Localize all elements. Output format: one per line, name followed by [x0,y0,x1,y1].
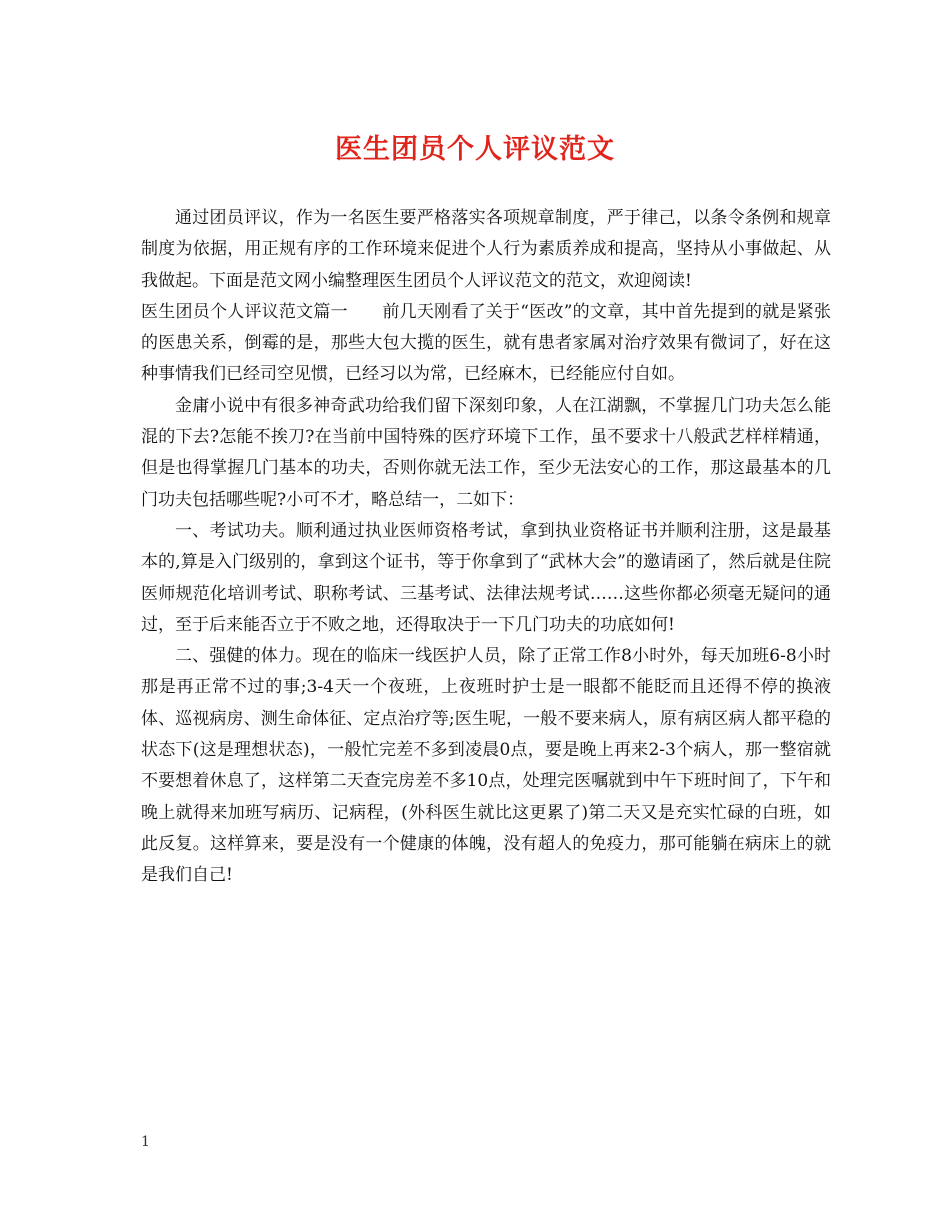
paragraph-physical-strength: 二、强健的体力。现在的临床一线医护人员，除了正常工作8小时外，每天加班6-8小时那是再正常不过的事;3-4天一个夜班，上夜班时护士是一眼都不能眨而且还得不停的换液体、巡视病房、测生命体征、定点治疗等;医生呢，一般不要来病人，原有病区病人都平稳的状态下(这是理想状态)，一般忙完差不多到凌晨0点，要是晚上再来2-3个病人，那一整宿就不要想着休息了，这样第二天查完房差不多10点，处理完医嘱就到中午下班时间了，下午和晚上就得来加班写病历、记病程，(外科医生就比这更累了)第二天又是充实忙碌的白班，如此反复。这样算来，要是没有一个健康的体魄，没有超人的免疫力，那可能躺在病床上的就是我们自己! [141,646,831,886]
paragraph-kungfu: 金庸小说中有很多神奇武功给我们留下深刻印象，人在江湖飘，不掌握几门功夫怎么能混的下去?怎能不挨刀?在当前中国特殊的医疗环境下工作，虽不要求十八般武艺样样精通，但是也得掌握几门基本的功夫，否则你就无法工作，至少无法安心的工作，那这最基本的几门功夫包括哪些呢?小可不才，略总结一，二如下： [141,395,831,510]
document-body [141,203,831,892]
paragraph-exam-skill: 一、考试功夫。顺利通过执业医师资格考试，拿到执业资格证书并顺利注册，这是最基本的,算是入门级别的，拿到这个证书，等于你拿到了“武林大会”的邀请函了，然后就是住院医师规范化培训考试、职称考试、三基考试、法律法规考试……这些你都必须毫无疑问的通过，至于后来能否立于不败之地，还得取决于一下几门功夫的功底如何! [141,520,831,635]
page-number: 1 [141,1134,150,1150]
paragraph-sample-one: 医生团员个人评议范文篇一 前几天刚看了关于“医改”的文章，其中首先提到的就是紧张的医患关系，倒霉的是，那些大包大揽的医生，就有患者家属对治疗效果有微词了，好在这种事情我们已经司空见惯，已经习以为常，已经麻木，已经能应付自如。 [141,301,831,385]
paragraph-intro: 通过团员评议，作为一名医生要严格落实各项规章制度，严于律己，以条令条例和规章制度为依据，用正规有序的工作环境来促进个人行为素质养成和提高，坚持从小事做起、从我做起。下面是范文网小编整理医生团员个人评议范文的范文，欢迎阅读! [141,208,831,291]
document-title: 医生团员个人评议范文 [335,134,615,165]
